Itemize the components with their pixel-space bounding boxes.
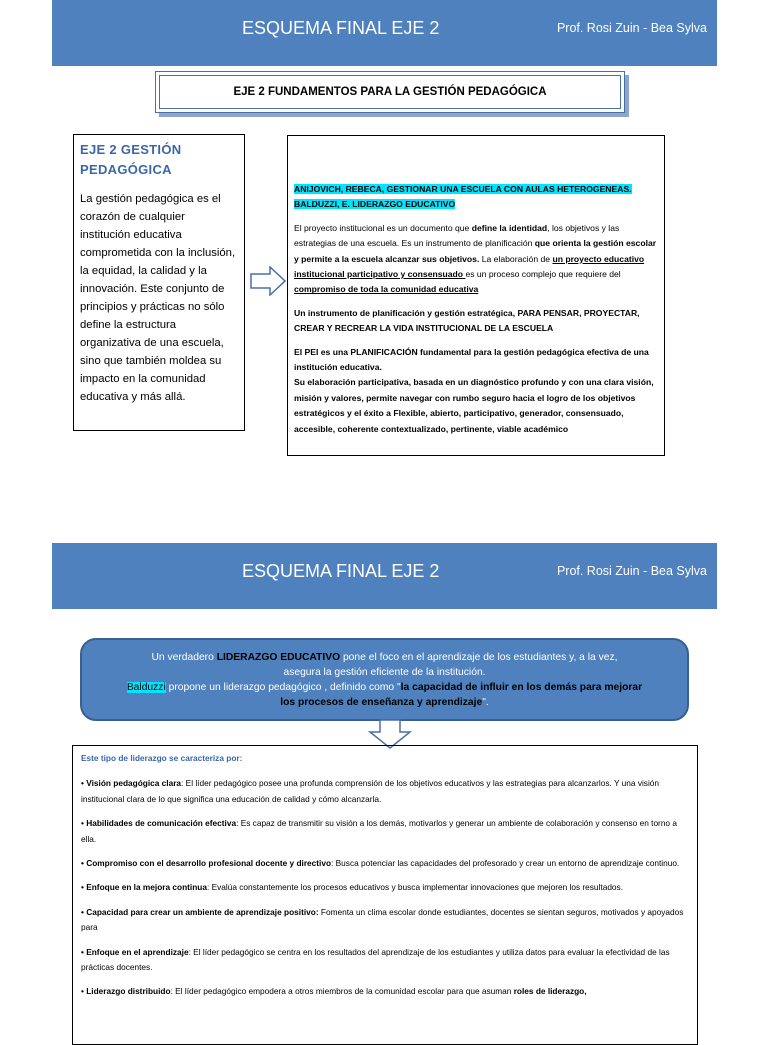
list-item xyxy=(81,776,689,807)
text-span: ". xyxy=(482,697,489,708)
characteristics-intro: Este tipo de liderazgo se caracteriza por: xyxy=(81,753,243,763)
item-label: • Enfoque en la mejora continua xyxy=(81,882,207,893)
banner-title: ESQUEMA FINAL EJE 2 xyxy=(242,561,440,581)
list-item xyxy=(81,880,689,895)
list-item xyxy=(81,856,689,871)
item-label: roles de liderazgo, xyxy=(513,986,587,997)
item-text: : El líder pedagógico empodera a otros miembros de la comunidad escolar para que asuman xyxy=(170,986,514,997)
page1-banner xyxy=(52,0,717,66)
text-bold: los procesos de enseñanza y aprendizaje xyxy=(280,697,483,708)
callout-line-2: asegura la gestión eficiente de la institución. xyxy=(283,667,486,678)
text-span: La elaboración de xyxy=(479,253,553,264)
callout-line-4 xyxy=(82,695,687,710)
banner-title: ESQUEMA FINAL EJE 2 xyxy=(242,18,440,38)
item-text: : Evalúa constantemente los procesos educativos y busca implementar innovaciones que mejoren los resultados. xyxy=(207,882,623,893)
text-span: , los objetivos y las estrategias de una escuela. Es un instrumento de planificación xyxy=(294,222,620,249)
callout-line-3 xyxy=(82,680,687,695)
text-span: Un verdadero xyxy=(151,652,217,663)
text-span: El proyecto institucional es un documento que xyxy=(294,222,472,233)
item-label: • Capacidad para crear un ambiente de aprendizaje positivo: xyxy=(81,906,319,917)
text-bold-underline: un proyecto educativo institucional participativo y consensuado xyxy=(294,253,645,280)
item-text: : Es capaz de transmitir su visión a los demás, motivarlos y generar un ambiente de colaboración y consenso en torno a ella. xyxy=(81,818,677,844)
highlight-balduzzi: Balduzzi xyxy=(126,682,166,693)
characteristics-box xyxy=(72,745,698,1045)
text-bold: la capacidad de influir en los demás para mejorar xyxy=(400,682,643,693)
section-title: EJE 2 FUNDAMENTOS PARA LA GESTIÓN PEDAGÓGICA xyxy=(159,75,621,109)
text-bold: que orienta la gestión escolar y permite a la escuela alcanzar sus objetivos. xyxy=(294,238,657,264)
item-text: : El líder pedagógico posee una profunda comprensión de los objetivos educativos y las estrategias para alcanzarlos. Y una visión institucional clara de lo que significa una educación de calidad y cómo alcanzarla. xyxy=(81,778,660,804)
list-item xyxy=(81,984,689,999)
leadership-callout xyxy=(80,638,689,721)
left-text-box xyxy=(73,134,245,431)
list-item xyxy=(81,945,689,976)
pei-paragraph-3 xyxy=(294,345,658,437)
text-bold-underline: compromiso de toda la comunidad educativa xyxy=(294,284,479,295)
item-label: • Liderazgo distribuido xyxy=(81,986,171,997)
list-item xyxy=(81,905,689,936)
reference-balduzzi: BALDUZZI, E. LIDERAZGO EDUCATIVO xyxy=(294,199,456,210)
text-bold: Su elaboración participativa, basada en un diagnóstico profundo y con una clara visión, misión y valores, permite navegar con rumbo seguro hacia el logro de los objetivos estratégicos y el éxito a Flexible, abierto, participativo, generador, consensuado, accesible, coherente contextualizado, pertinente, viable académico xyxy=(294,377,654,434)
text-span: pone el foco en el aprendizaje de los estudiantes y, a la vez, xyxy=(340,652,618,663)
arrow-right-icon xyxy=(250,266,286,296)
banner-author: Prof. Rosi Zuin - Bea Sylva xyxy=(556,21,707,35)
left-body: La gestión pedagógica es el corazón de cualquier institución educativa comprometida con la inclusión, la equidad, la calidad y la innovación. Este conjunto de principios y prácticas no sólo define la estructura organizativa de una escuela, sino que también moldea su impacto en la comunidad educativa y más allá. xyxy=(80,193,236,403)
page2-banner xyxy=(52,543,717,609)
text-bold: El PEI es una PLANIFICACIÓN fundamental para la gestión pedagógica efectiva de una institución educativa. xyxy=(294,346,649,373)
banner-author: Prof. Rosi Zuin - Bea Sylva xyxy=(556,564,707,578)
item-text: Fomenta un clima escolar donde estudiantes, docentes se sientan seguros, motivados y apoyados para xyxy=(81,906,684,933)
text-bold: Un instrumento de planificación y gestión estratégica, PARA PENSAR, PROYECTAR, CREAR Y RECREAR LA VIDA INSTITUCIONAL DE LA ESCUELA xyxy=(294,307,640,334)
item-label: • Visión pedagógica clara xyxy=(81,778,182,789)
reference-anijovich: ANIJOVICH, REBECA, GESTIONAR UNA ESCUELA CON AULAS HETEROGENEAS. xyxy=(294,184,632,194)
text-span: propone un liderazgo pedagógico , definido como " xyxy=(165,682,401,693)
section-title-box xyxy=(155,71,625,113)
item-label: • Habilidades de comunicación efectiva xyxy=(81,818,237,829)
left-heading: EJE 2 GESTIÓN PEDAGÓGICA xyxy=(80,142,182,177)
text-bold: define la identidad xyxy=(471,222,548,233)
list-item xyxy=(81,816,689,847)
callout-line-1 xyxy=(82,650,687,665)
text-span: es un proceso complejo que requiere del xyxy=(465,269,621,280)
item-label: • Enfoque en el aprendizaje xyxy=(81,946,189,957)
pei-paragraph-1 xyxy=(294,221,658,298)
references xyxy=(294,182,658,213)
pei-paragraph-2 xyxy=(294,306,658,337)
item-text: : El líder pedagógico se centra en los resultados del aprendizaje de los estudiantes y utiliza datos para evaluar la efectividad de las prácticas docentes. xyxy=(81,946,670,973)
item-label: • Compromiso con el desarrollo profesional docente y directivo xyxy=(81,858,332,869)
right-text-box xyxy=(287,135,665,456)
item-text: : Busca potenciar las capacidades del profesorado y crear un entorno de aprendizaje continuo. xyxy=(331,858,680,869)
text-bold: LIDERAZGO EDUCATIVO xyxy=(216,652,341,663)
